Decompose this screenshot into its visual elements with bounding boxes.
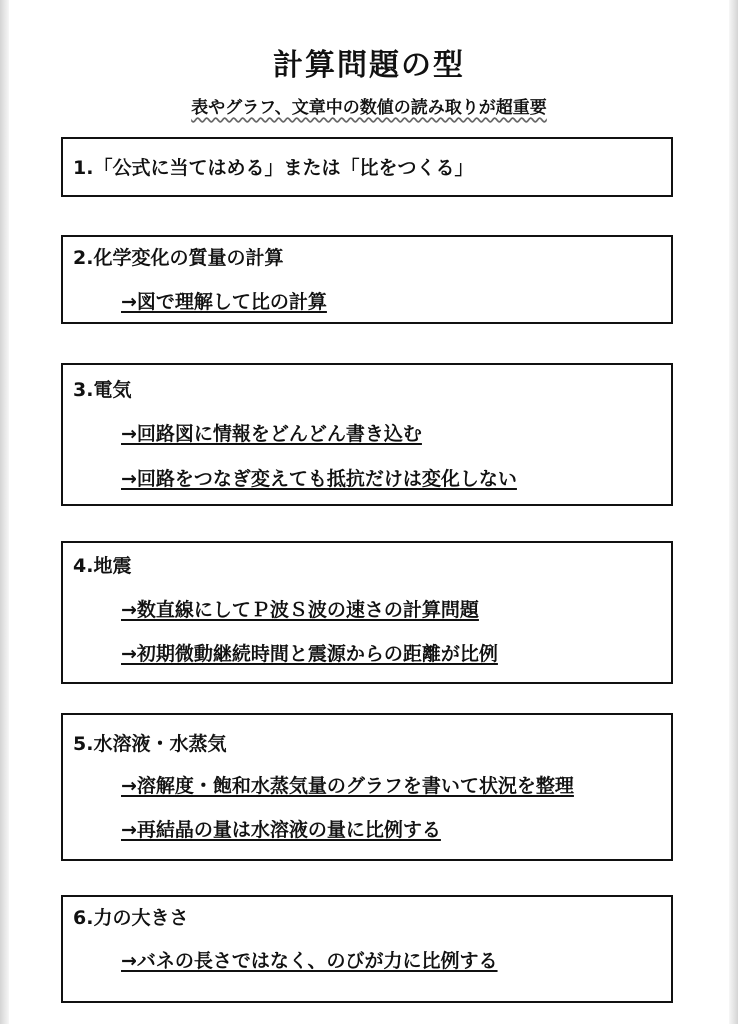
section-box-5: [61, 713, 673, 861]
section-box-3: [61, 363, 673, 506]
subtitle-text: 表やグラフ、文章中の数値の読み取りが超重要: [191, 98, 547, 118]
section-2-line-1: →図で理解して比の計算: [121, 291, 327, 313]
section-heading-1: 1.「公式に当てはめる」または「比をつくる」: [73, 157, 474, 179]
section-3-line-1: →回路図に情報をどんどん書き込む: [121, 423, 422, 445]
section-heading-3: 3.電気: [73, 379, 132, 401]
section-4-line-2: →初期微動継続時間と震源からの距離が比例: [121, 643, 498, 665]
section-box-4: [61, 541, 673, 684]
section-6-line-1: →バネの長さではなく、のびが力に比例する: [121, 950, 498, 972]
section-4-line-1: →数直線にしてＰ波Ｓ波の速さの計算問題: [121, 599, 479, 621]
section-5-line-2: →再結晶の量は水溶液の量に比例する: [121, 819, 441, 841]
section-heading-2: 2.化学変化の質量の計算: [73, 247, 284, 269]
page-title: 計算問題の型: [273, 48, 465, 83]
section-3-line-2: →回路をつなぎ変えても抵抗だけは変化しない: [121, 468, 517, 490]
section-box-6: [61, 895, 673, 1003]
page-edge-left: [0, 0, 9, 1024]
section-box-2: [61, 235, 673, 324]
page-edge-right: [729, 0, 738, 1024]
section-heading-6: 6.力の大きさ: [73, 907, 189, 929]
page-subtitle: [0, 96, 738, 120]
section-box-1: [61, 137, 673, 197]
section-heading-5: 5.水溶液・水蒸気: [73, 733, 227, 755]
section-5-line-1: →溶解度・飽和水蒸気量のグラフを書いて状況を整理: [121, 775, 574, 797]
section-heading-4: 4.地震: [73, 555, 132, 577]
